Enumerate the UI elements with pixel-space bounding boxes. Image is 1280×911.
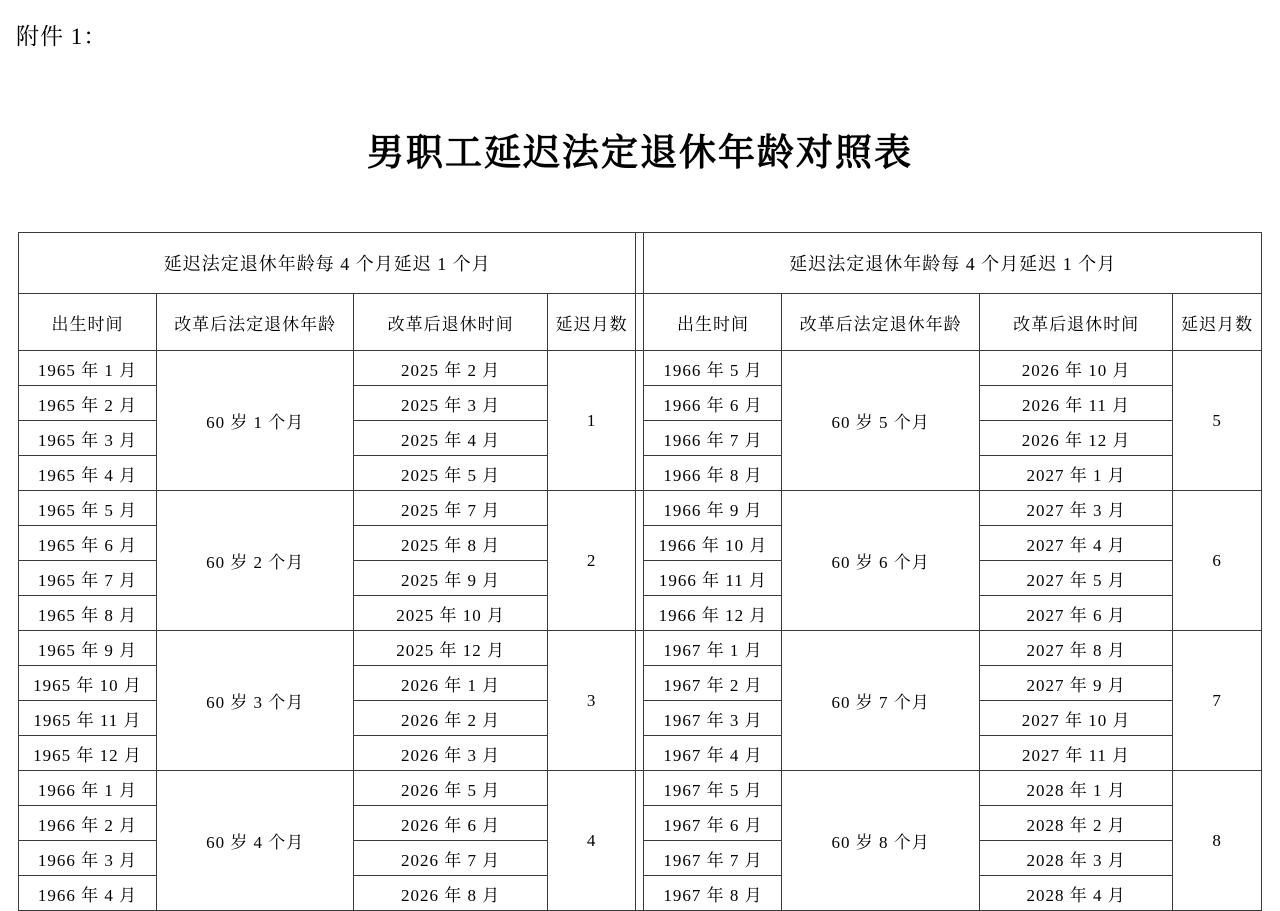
birth-date-right: 1966 年 9 月	[644, 491, 782, 526]
column-gap	[636, 771, 644, 911]
retirement-date-left: 2025 年 9 月	[354, 561, 547, 596]
birth-date-right: 1967 年 3 月	[644, 701, 782, 736]
birth-date-left: 1965 年 6 月	[19, 526, 157, 561]
delay-months-left: 4	[547, 771, 636, 911]
retirement-age-right: 60 岁 6 个月	[782, 491, 979, 631]
retirement-date-right: 2027 年 1 月	[979, 456, 1172, 491]
col-header-right-3: 延迟月数	[1173, 294, 1262, 351]
retirement-date-left: 2025 年 2 月	[354, 351, 547, 386]
retirement-date-right: 2027 年 8 月	[979, 631, 1172, 666]
birth-date-left: 1965 年 9 月	[19, 631, 157, 666]
column-gap	[636, 294, 644, 351]
birth-date-right: 1966 年 12 月	[644, 596, 782, 631]
retirement-age-left: 60 岁 4 个月	[156, 771, 353, 911]
col-header-left-0: 出生时间	[19, 294, 157, 351]
table-row	[19, 771, 1262, 806]
retirement-date-left: 2026 年 5 月	[354, 771, 547, 806]
retirement-age-right: 60 岁 8 个月	[782, 771, 979, 911]
birth-date-left: 1965 年 1 月	[19, 351, 157, 386]
birth-date-right: 1967 年 1 月	[644, 631, 782, 666]
retirement-date-right: 2027 年 3 月	[979, 491, 1172, 526]
delay-months-right: 7	[1173, 631, 1262, 771]
retirement-date-right: 2027 年 5 月	[979, 561, 1172, 596]
col-header-left-2: 改革后退休时间	[354, 294, 547, 351]
birth-date-right: 1967 年 5 月	[644, 771, 782, 806]
delay-months-left: 1	[547, 351, 636, 491]
birth-date-right: 1966 年 5 月	[644, 351, 782, 386]
column-gap	[636, 491, 644, 631]
delay-months-right: 8	[1173, 771, 1262, 911]
retirement-date-right: 2028 年 3 月	[979, 841, 1172, 876]
birth-date-left: 1965 年 10 月	[19, 666, 157, 701]
retirement-date-left: 2026 年 6 月	[354, 806, 547, 841]
retirement-age-left: 60 岁 3 个月	[156, 631, 353, 771]
retirement-date-right: 2028 年 2 月	[979, 806, 1172, 841]
birth-date-right: 1967 年 2 月	[644, 666, 782, 701]
birth-date-left: 1965 年 2 月	[19, 386, 157, 421]
birth-date-right: 1967 年 6 月	[644, 806, 782, 841]
retirement-date-right: 2027 年 4 月	[979, 526, 1172, 561]
birth-date-left: 1965 年 5 月	[19, 491, 157, 526]
birth-date-left: 1965 年 4 月	[19, 456, 157, 491]
col-header-left-1: 改革后法定退休年龄	[156, 294, 353, 351]
birth-date-left: 1966 年 4 月	[19, 876, 157, 911]
retirement-date-left: 2025 年 12 月	[354, 631, 547, 666]
delay-months-right: 5	[1173, 351, 1262, 491]
retirement-date-left: 2025 年 8 月	[354, 526, 547, 561]
col-header-right-1: 改革后法定退休年龄	[782, 294, 979, 351]
delay-months-right: 6	[1173, 491, 1262, 631]
page-title: 男职工延迟法定退休年龄对照表	[367, 130, 913, 174]
column-header-row	[19, 294, 1262, 351]
table-row	[19, 631, 1262, 666]
birth-date-left: 1965 年 12 月	[19, 736, 157, 771]
birth-date-right: 1966 年 10 月	[644, 526, 782, 561]
birth-date-right: 1966 年 7 月	[644, 421, 782, 456]
retirement-date-left: 2025 年 5 月	[354, 456, 547, 491]
col-header-right-2: 改革后退休时间	[979, 294, 1172, 351]
retirement-age-left: 60 岁 1 个月	[156, 351, 353, 491]
birth-date-left: 1966 年 3 月	[19, 841, 157, 876]
retirement-age-right: 60 岁 5 个月	[782, 351, 979, 491]
retirement-date-left: 2026 年 2 月	[354, 701, 547, 736]
birth-date-left: 1965 年 3 月	[19, 421, 157, 456]
retirement-date-left: 2025 年 4 月	[354, 421, 547, 456]
band-header-right: 延迟法定退休年龄每 4 个月延迟 1 个月	[644, 233, 1262, 294]
birth-date-left: 1965 年 11 月	[19, 701, 157, 736]
retirement-date-right: 2026 年 11 月	[979, 386, 1172, 421]
birth-date-right: 1967 年 8 月	[644, 876, 782, 911]
retirement-date-left: 2025 年 10 月	[354, 596, 547, 631]
birth-date-right: 1966 年 11 月	[644, 561, 782, 596]
retirement-date-right: 2027 年 9 月	[979, 666, 1172, 701]
retirement-date-left: 2026 年 8 月	[354, 876, 547, 911]
retirement-date-left: 2026 年 7 月	[354, 841, 547, 876]
retirement-date-right: 2027 年 10 月	[979, 701, 1172, 736]
retirement-date-left: 2026 年 3 月	[354, 736, 547, 771]
birth-date-left: 1966 年 2 月	[19, 806, 157, 841]
col-header-right-0: 出生时间	[644, 294, 782, 351]
delay-months-left: 3	[547, 631, 636, 771]
retirement-date-right: 2028 年 4 月	[979, 876, 1172, 911]
delay-months-left: 2	[547, 491, 636, 631]
table-row	[19, 351, 1262, 386]
retirement-date-right: 2028 年 1 月	[979, 771, 1172, 806]
column-gap	[636, 351, 644, 491]
birth-date-right: 1966 年 6 月	[644, 386, 782, 421]
birth-date-left: 1965 年 7 月	[19, 561, 157, 596]
retirement-date-left: 2026 年 1 月	[354, 666, 547, 701]
retirement-age-left: 60 岁 2 个月	[156, 491, 353, 631]
retirement-date-left: 2025 年 7 月	[354, 491, 547, 526]
retirement-age-right: 60 岁 7 个月	[782, 631, 979, 771]
attachment-label: 附件 1：	[16, 24, 108, 49]
birth-date-right: 1966 年 8 月	[644, 456, 782, 491]
band-header-row	[19, 233, 1262, 294]
retirement-date-right: 2026 年 12 月	[979, 421, 1172, 456]
retirement-date-right: 2027 年 11 月	[979, 736, 1172, 771]
retirement-date-right: 2027 年 6 月	[979, 596, 1172, 631]
birth-date-right: 1967 年 4 月	[644, 736, 782, 771]
column-gap	[636, 631, 644, 771]
retirement-date-right: 2026 年 10 月	[979, 351, 1172, 386]
table-row	[19, 491, 1262, 526]
birth-date-left: 1965 年 8 月	[19, 596, 157, 631]
column-gap	[636, 233, 644, 294]
band-header-left: 延迟法定退休年龄每 4 个月延迟 1 个月	[19, 233, 636, 294]
retirement-age-table	[18, 232, 1262, 911]
retirement-date-left: 2025 年 3 月	[354, 386, 547, 421]
col-header-left-3: 延迟月数	[547, 294, 636, 351]
birth-date-right: 1967 年 7 月	[644, 841, 782, 876]
retirement-age-table-wrap	[18, 232, 1262, 911]
birth-date-left: 1966 年 1 月	[19, 771, 157, 806]
